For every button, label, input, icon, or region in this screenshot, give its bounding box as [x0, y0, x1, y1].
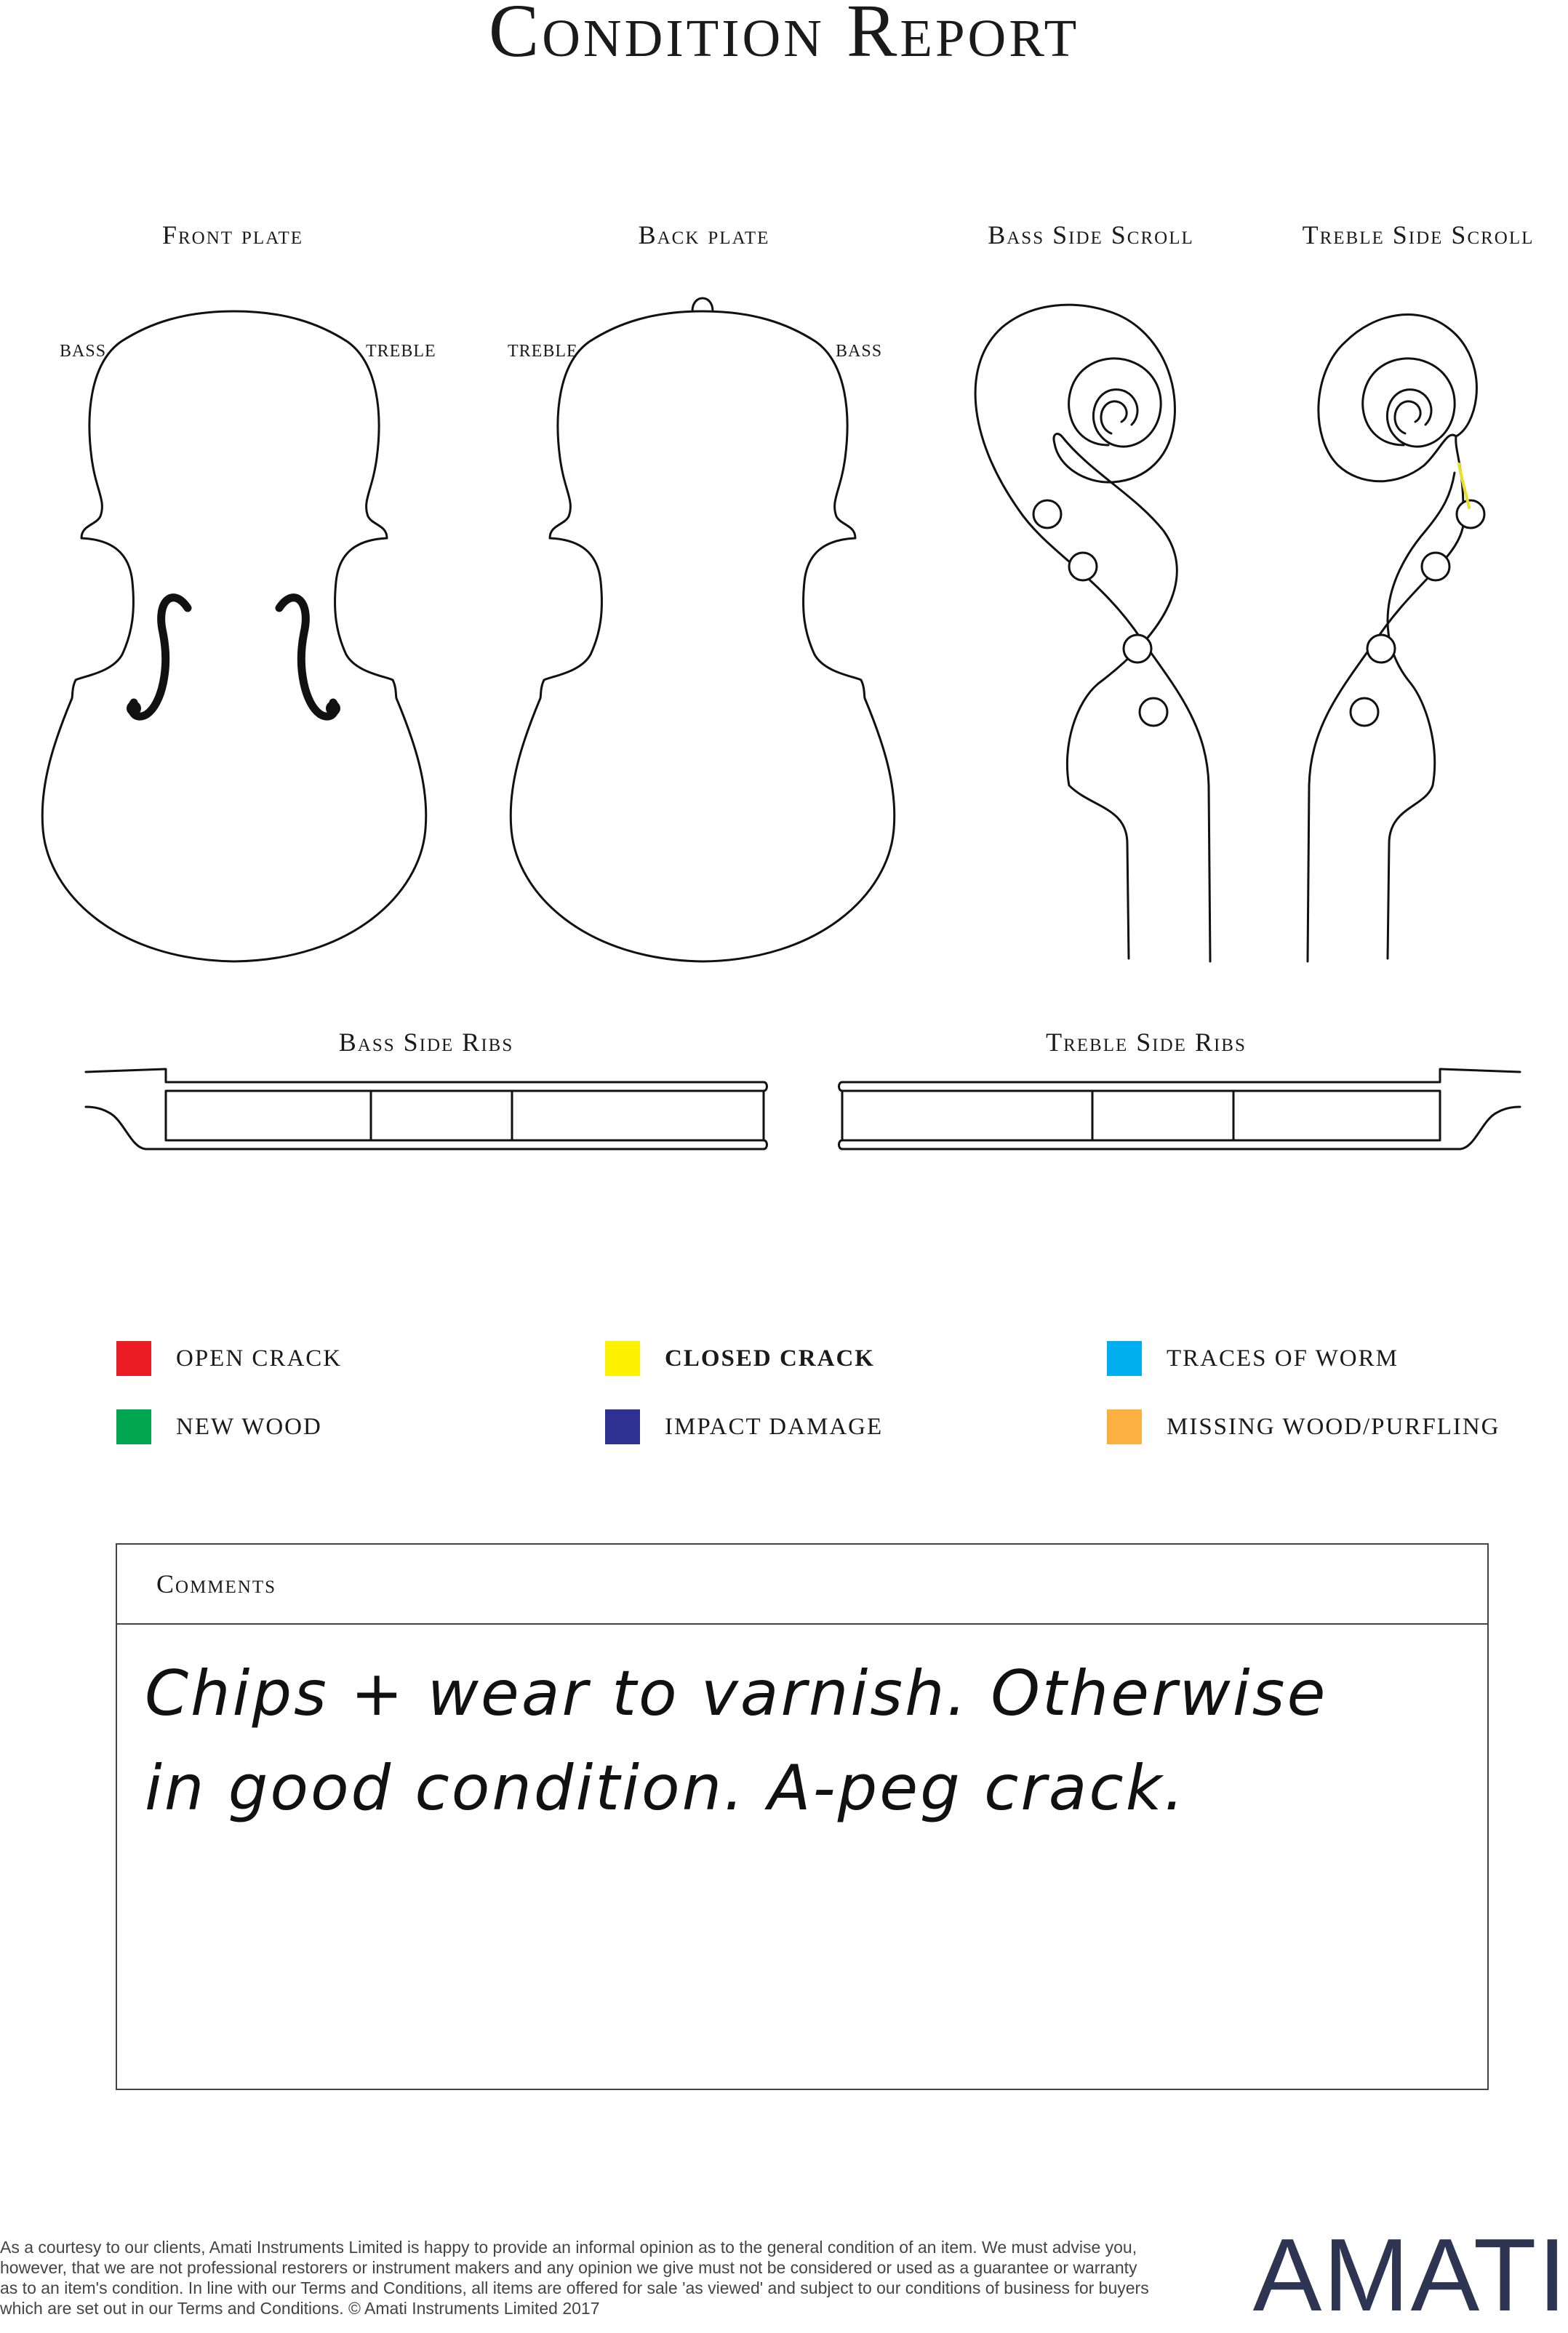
bass-scroll-outline [975, 305, 1210, 961]
footer-disclaimer: As a courtesy to our clients, Amati Instruments Limited is happy to provide an informal opinion as to the general condition of an item. We must advise you, however, that we are not professional restorers or instrument makers and any opinion we give must not be considered or used as a guarantee or warranty as to an item's condition. In line with our Terms and Conditions, all items are offered for sale 'as viewed' and subject to our conditions of business for buyers which are set out in our Terms and Conditions. © Amati Instruments Limited 2017 [0, 2238, 1149, 2318]
treble-peg-hole-2 [1422, 553, 1449, 580]
treble-side-ribs-label: Treble Side Ribs [1046, 1028, 1247, 1057]
legend-impact-damage [605, 1409, 883, 1444]
front-bass-label: BASS [60, 342, 107, 361]
treble-ribs-outline [839, 1069, 1521, 1149]
closed-crack-swatch [605, 1341, 640, 1376]
bass-peg-hole-4 [1140, 698, 1167, 726]
legend-new-wood [116, 1409, 322, 1444]
comments-line-1: Chips + wear to varnish. Otherwise [145, 1657, 1328, 1730]
treble-side-scroll-label: Treble Side Scroll [1302, 220, 1535, 249]
bass-side-scroll-label: Bass Side Scroll [988, 220, 1194, 249]
bass-peg-hole-3 [1124, 635, 1151, 663]
bass-side-ribs-label: Bass Side Ribs [338, 1028, 514, 1057]
comments-heading: Comments [117, 1545, 1487, 1625]
treble-peg-hole-4 [1351, 698, 1378, 726]
traces-of-worm-swatch [1107, 1341, 1142, 1376]
bass-peg-hole-2 [1069, 553, 1097, 580]
amati-logo: AMATI [1252, 2217, 1568, 2333]
treble-peg-hole-3 [1367, 635, 1395, 663]
treble-peg-hole-1 [1457, 500, 1484, 528]
legend-open-crack [116, 1341, 342, 1376]
back-plate-button [692, 298, 713, 311]
legend-traces-of-worm [1107, 1341, 1399, 1376]
back-treble-label: TREBLE [508, 342, 578, 361]
front-plate-label: Front plate [161, 220, 304, 249]
traces-of-worm-label: TRACES OF WORM [1167, 1345, 1399, 1372]
legend-closed-crack [605, 1341, 875, 1376]
front-treble-label: TREBLE [366, 342, 436, 361]
front-f-hole-treble [279, 598, 335, 716]
legend-missing-wood [1107, 1409, 1500, 1444]
missing-wood-swatch [1107, 1409, 1142, 1444]
page-title: Condition Report [488, 0, 1080, 73]
closed-crack-label: CLOSED CRACK [665, 1345, 875, 1372]
back-bass-label: BASS [836, 342, 883, 361]
treble-scroll-inner [1388, 473, 1455, 959]
back-plate-label: Back plate [638, 220, 770, 249]
missing-wood-label: MISSING WOOD/PURFLING [1167, 1413, 1500, 1440]
back-plate-outline [511, 311, 895, 961]
impact-damage-swatch [605, 1409, 640, 1444]
open-crack-swatch [116, 1341, 151, 1376]
new-wood-swatch [116, 1409, 151, 1444]
treble-scroll-outline [1308, 315, 1476, 961]
bass-ribs-outline [86, 1069, 767, 1149]
comments-box [116, 1543, 1489, 2090]
front-f-hole-bass [132, 598, 188, 716]
treble-scroll-volute [1363, 359, 1455, 447]
comments-text [117, 1625, 1487, 1836]
impact-damage-label: IMPACT DAMAGE [665, 1413, 884, 1440]
comments-line-2: in good condition. A-peg crack. [145, 1752, 1186, 1825]
bass-scroll-volute [1069, 359, 1161, 447]
front-plate-outline [42, 311, 426, 961]
bass-peg-hole-1 [1033, 500, 1061, 528]
open-crack-label: OPEN CRACK [176, 1345, 343, 1372]
new-wood-label: NEW WOOD [176, 1413, 322, 1440]
